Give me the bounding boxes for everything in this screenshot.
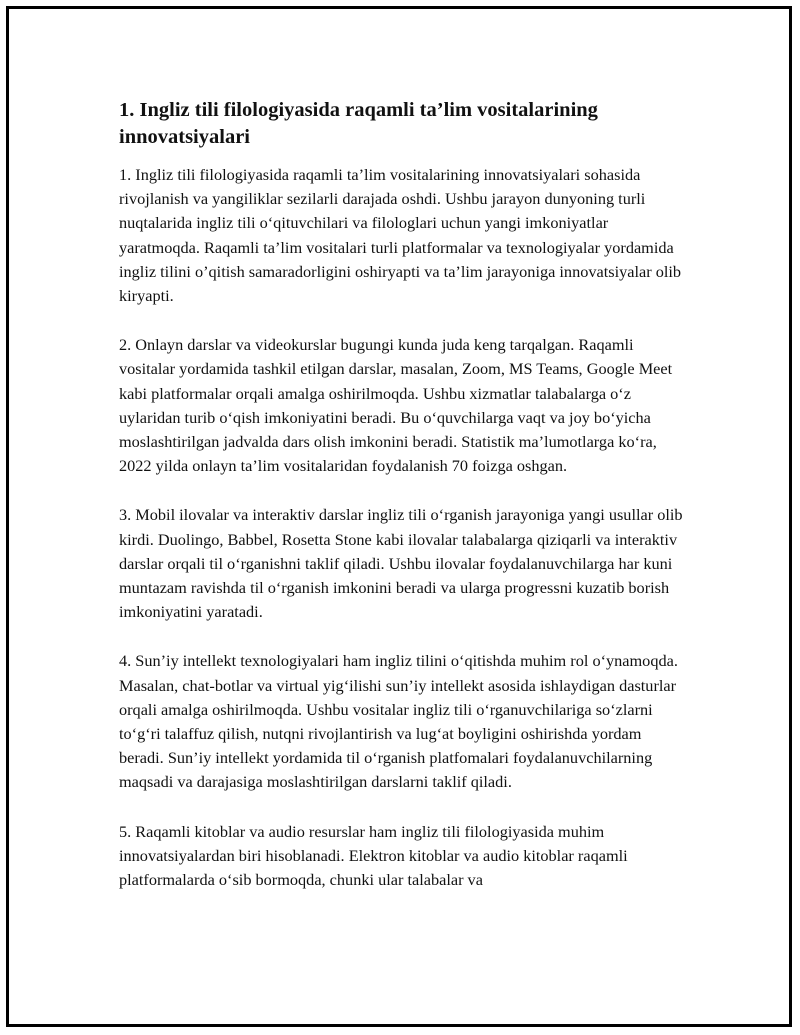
document-title: 1. Ingliz tili filologiyasida raqamli ta’lim vositalarining innovatsiyalari: [119, 99, 598, 148]
paragraph-2: 2. Onlayn darslar va videokurslar bugungi kunda juda keng tarqalgan. Raqamli vositalar yordamida tashkil etilgan darslar, masalan, Zoom, MS Teams, Google Meet kabi platformalar orqali amalga oshirilmoqda. Ushbu xizmatlar talabalarga o‘z uylaridan turib o‘qish imkoniyatini beradi. Bu o‘quvchilarga vaqt va joy bo‘yicha moslashtirilgan jadvalda dars olish imkonini beradi. Statistik ma’lumotlarga ko‘ra, 2022 yilda onlayn ta’lim vositalaridan foydalanish 70 foizga oshgan.: [119, 335, 673, 476]
paragraph-1: 1. Ingliz tili filologiyasida raqamli ta’lim vositalarining innovatsiyalari sohasida rivojlanish va yangiliklar sezilarli darajada oshdi. Ushbu jarayon dunyoning turli nuqtalarida ingliz tili o‘qituvchilari va filologlari uchun yangi imkoniyatlar yaratmoqda. Raqamli ta’lim vositalari turli platformalar va texnologiyalar yordamida ingliz tilini o’qitish samaradorligini oshiryapti va ta’lim jarayoniga innovatsiyalar olib kiryapti.: [119, 165, 682, 306]
document-body: [119, 97, 689, 917]
page-frame: [6, 6, 792, 1027]
paragraph-3: 3. Mobil ilovalar va interaktiv darslar ingliz tili o‘rganish jarayoniga yangi usullar olib kirdi. Duolingo, Babbel, Rosetta Stone kabi ilovalar talabalarga qiziqarli va interaktiv darslar orqali til o‘rganishni taklif qiladi. Ushbu ilovalar foydalanuvchilarga har kuni muntazam ravishda til o‘rganish imkonini beradi va ularga progressni kuzatib borish imkoniyatini yaratadi.: [119, 505, 683, 622]
paragraph-5: 5. Raqamli kitoblar va audio resurslar ham ingliz tili filologiyasida muhim innovatsiyalardan biri hisoblanadi. Elektron kitoblar va audio kitoblar raqamli platformalarda o‘sib bormoqda, chunki ular talabalar va: [119, 821, 628, 890]
paragraph-4: 4. Sun’iy intellekt texnologiyalari ham ingliz tilini o‘qitishda muhim rol o‘ynamoqda. Masalan, chat-botlar va virtual yig‘ilishi sun’iy intellekt asosida ishlaydigan dasturlar orqali amalga oshirilmoqda. Ushbu vositalar ingliz tili o‘rganuvchilariga so‘zlarni to‘g‘ri talaffuz qilish, nutqni rivojlantirish va lug‘at boyligini oshirishda yordam beradi. Sun’iy intellekt yordamida til o‘rganish platfomalari foydalanuvchilarning maqsadi va darajasiga moslashtirilgan darslarni taklif qiladi.: [119, 651, 678, 792]
